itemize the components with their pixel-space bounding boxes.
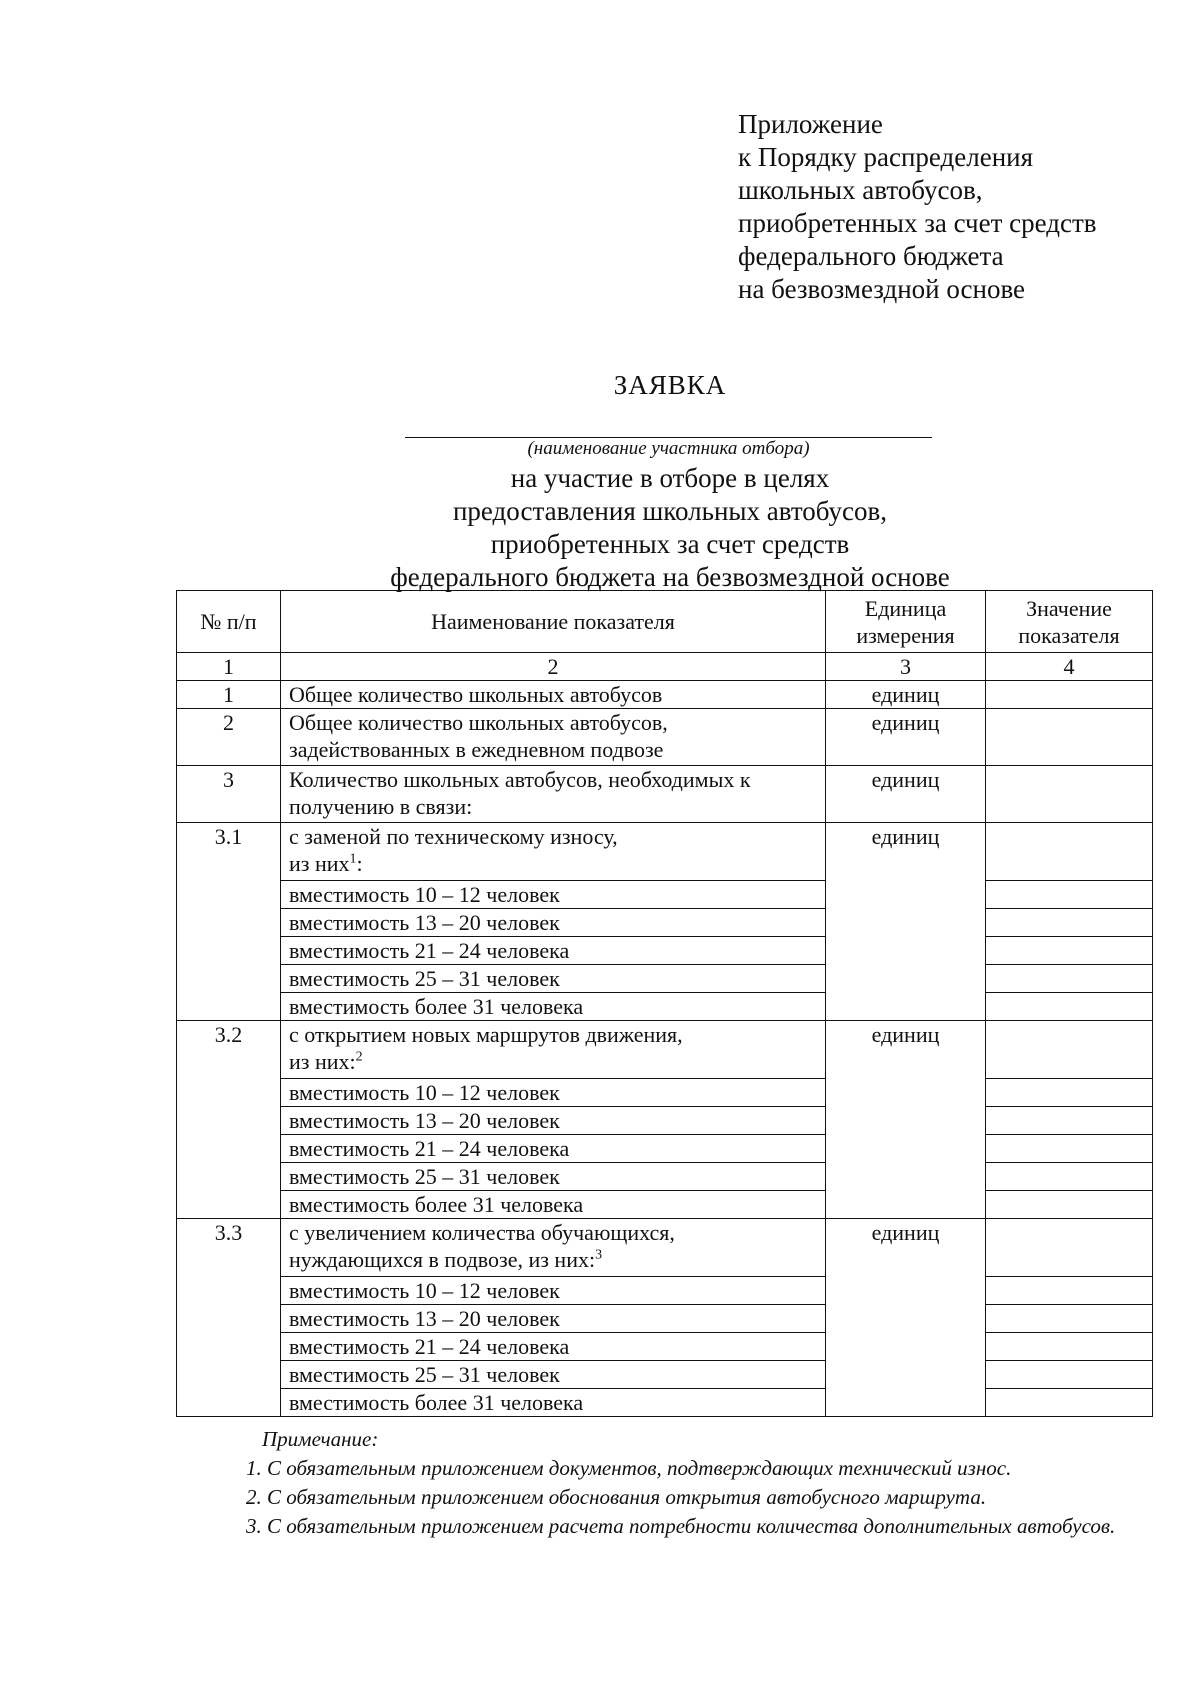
subtitle-line: приобретенных за счет средств [490, 529, 850, 559]
document-title: ЗАЯВКА [613, 370, 727, 400]
capacity-label: вместимость 21 – 24 человека [281, 1135, 826, 1163]
value-cell[interactable] [986, 1021, 1153, 1079]
value-cell[interactable] [986, 1107, 1153, 1135]
row-number: 3 [177, 766, 281, 823]
value-cell[interactable] [986, 681, 1153, 709]
note-item: 2. С обязательным приложением обоснования открытия автобусного маршрута. [246, 1485, 987, 1509]
group-row [177, 1021, 1153, 1079]
table-row [177, 766, 1153, 823]
group-name-line2: из них [289, 851, 350, 876]
column-number: 3 [826, 653, 986, 681]
value-cell[interactable] [986, 993, 1153, 1021]
row-number: 3.2 [177, 1021, 281, 1219]
row-unit: единиц [826, 1219, 986, 1417]
capacity-row [177, 1361, 1153, 1389]
header-cell: Единица измерения [826, 591, 986, 653]
capacity-row [177, 1135, 1153, 1163]
column-number: 4 [986, 653, 1153, 681]
value-cell[interactable] [986, 909, 1153, 937]
column-number: 1 [177, 653, 281, 681]
row-number: 1 [177, 681, 281, 709]
table-header-row [177, 591, 1153, 653]
value-cell[interactable] [986, 823, 1153, 881]
appendix-line: федерального бюджета [738, 241, 1004, 271]
document-subtitle [0, 462, 1200, 594]
value-cell[interactable] [986, 1333, 1153, 1361]
value-cell[interactable] [986, 881, 1153, 909]
value-cell[interactable] [986, 1191, 1153, 1219]
capacity-row [177, 1107, 1153, 1135]
value-cell[interactable] [986, 1163, 1153, 1191]
capacity-row [177, 965, 1153, 993]
group-name [281, 1021, 826, 1079]
appendix-block [738, 108, 1097, 306]
value-cell[interactable] [986, 937, 1153, 965]
group-name-line2: нуждающихся в подвозе, из них: [289, 1247, 596, 1272]
group-name-line1: с увеличением количества обучающихся, [289, 1220, 675, 1245]
value-cell[interactable] [986, 1219, 1153, 1277]
capacity-row [177, 937, 1153, 965]
notes-block [176, 1425, 1151, 1541]
capacity-row [177, 1163, 1153, 1191]
capacity-label: вместимость 21 – 24 человека [281, 937, 826, 965]
footnote-mark: 1 [349, 851, 357, 867]
row-unit: единиц [826, 1021, 986, 1219]
capacity-label: вместимость более 31 человека [281, 1191, 826, 1219]
row-number: 3.3 [177, 1219, 281, 1417]
capacity-row [177, 1079, 1153, 1107]
capacity-label: вместимость более 31 человека [281, 993, 826, 1021]
participant-caption: (наименование участника отбора) [527, 438, 810, 459]
footnote-mark: 2 [355, 1049, 363, 1065]
row-unit: единиц [826, 766, 986, 823]
row-unit: единиц [826, 709, 986, 766]
application-table [176, 590, 1153, 1417]
header-cell: Значение показателя [986, 591, 1153, 653]
table-row [177, 709, 1153, 766]
value-cell[interactable] [986, 1305, 1153, 1333]
capacity-label: вместимость 25 – 31 человек [281, 1361, 826, 1389]
capacity-label: вместимость 25 – 31 человек [281, 965, 826, 993]
capacity-label: вместимость 13 – 20 человек [281, 909, 826, 937]
note-item: 1. С обязательным приложением документов, подтверждающих технический износ. [246, 1456, 1012, 1480]
capacity-label: вместимость 13 – 20 человек [281, 1305, 826, 1333]
footnote-mark: 3 [595, 1247, 603, 1263]
capacity-row [177, 909, 1153, 937]
group-name [281, 1219, 826, 1277]
capacity-row [177, 1277, 1153, 1305]
column-number: 2 [281, 653, 826, 681]
group-name-line1: с открытием новых маршрутов движения, [289, 1022, 683, 1047]
capacity-row [177, 1333, 1153, 1361]
subtitle-line: предоставления школьных автобусов, [452, 496, 887, 526]
subtitle-line: федерального бюджета на безвозмездной основе [390, 562, 950, 592]
column-number-row [177, 653, 1153, 681]
value-cell[interactable] [986, 1135, 1153, 1163]
row-number: 3.1 [177, 823, 281, 1021]
capacity-row [177, 1191, 1153, 1219]
group-row [177, 1219, 1153, 1277]
header-cell: Наименование показателя [281, 591, 826, 653]
value-cell[interactable] [986, 709, 1153, 766]
group-name-line1: с заменой по техническому износу, [289, 824, 618, 849]
appendix-line: школьных автобусов, [738, 175, 983, 205]
value-cell[interactable] [986, 1277, 1153, 1305]
appendix-line: Приложение [738, 109, 883, 139]
group-name-tail: : [356, 851, 363, 876]
row-name: Количество школьных автобусов, необходимых к получению в связи: [281, 766, 826, 823]
capacity-label: вместимость 21 – 24 человека [281, 1333, 826, 1361]
note-item: 3. С обязательным приложением расчета потребности количества дополнительных автобусов. [246, 1514, 1116, 1538]
capacity-row [177, 993, 1153, 1021]
table-row [177, 681, 1153, 709]
header-cell: № п/п [177, 591, 281, 653]
value-cell[interactable] [986, 1361, 1153, 1389]
capacity-label: вместимость более 31 человека [281, 1389, 826, 1417]
appendix-line: к Порядку распределения [738, 142, 1034, 172]
row-number: 2 [177, 709, 281, 766]
capacity-label: вместимость 10 – 12 человек [281, 1079, 826, 1107]
group-name [281, 823, 826, 881]
subtitle-line: на участие в отборе в целях [510, 463, 830, 493]
appendix-line: приобретенных за счет средств [738, 208, 1097, 238]
value-cell[interactable] [986, 1389, 1153, 1417]
capacity-row [177, 1305, 1153, 1333]
row-name: Общее количество школьных автобусов [281, 681, 826, 709]
capacity-row [177, 1389, 1153, 1417]
capacity-label: вместимость 25 – 31 человек [281, 1163, 826, 1191]
row-unit: единиц [826, 823, 986, 1021]
row-unit: единиц [826, 681, 986, 709]
capacity-row [177, 881, 1153, 909]
group-row [177, 823, 1153, 881]
capacity-label: вместимость 10 – 12 человек [281, 881, 826, 909]
notes-heading: Примечание: [262, 1427, 379, 1451]
value-cell[interactable] [986, 1079, 1153, 1107]
value-cell[interactable] [986, 965, 1153, 993]
appendix-line: на безвозмездной основе [738, 274, 1026, 304]
group-name-line2: из них: [289, 1049, 356, 1074]
row-name: Общее количество школьных автобусов, задействованных в ежедневном подвозе [281, 709, 826, 766]
value-cell[interactable] [986, 766, 1153, 823]
capacity-label: вместимость 10 – 12 человек [281, 1277, 826, 1305]
capacity-label: вместимость 13 – 20 человек [281, 1107, 826, 1135]
